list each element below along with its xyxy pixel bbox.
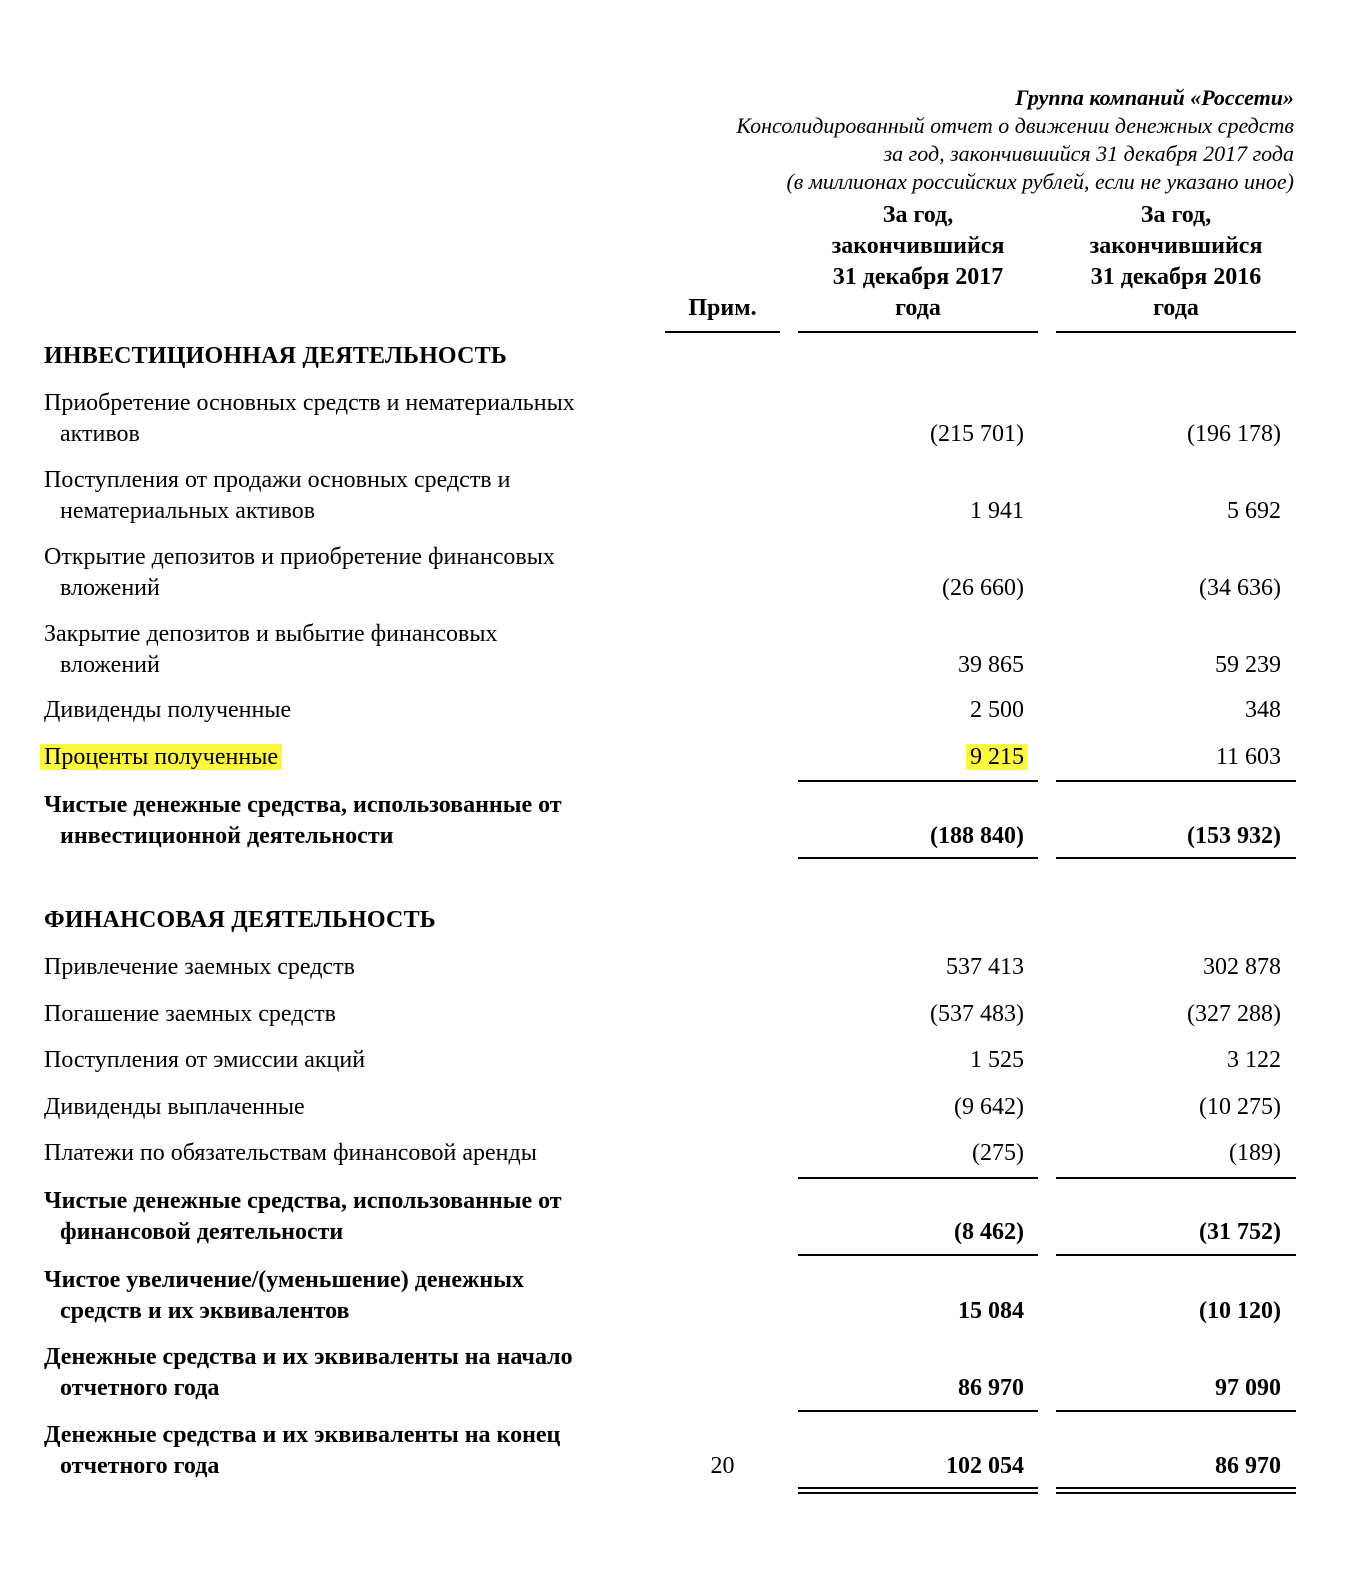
value-2017: 39 865 (958, 652, 1024, 678)
value-2017: 2 500 (970, 697, 1024, 723)
row-label: вложений (60, 652, 160, 678)
row-label: Чистые денежные средства, использованные от (44, 792, 562, 818)
value-2016: (34 636) (1199, 575, 1281, 601)
double-rule-2016-bottom (1056, 1492, 1296, 1494)
row-label: Погашение заемных средств (44, 1001, 336, 1027)
row-label: Поступления от эмиссии акций (44, 1047, 366, 1073)
header-rule-2016 (1056, 331, 1296, 333)
value-2017: 1 525 (970, 1047, 1024, 1073)
column-header-2016-line: За год, (1140, 202, 1212, 228)
row-label: Открытие депозитов и приобретение финансовых (44, 544, 555, 570)
double-rule-2017-bottom (798, 1492, 1038, 1494)
value-2016: 5 692 (1227, 498, 1281, 524)
column-header-2016-line: закончившийся (1089, 233, 1263, 259)
value-2016: (196 178) (1187, 421, 1281, 447)
section-title-investing: ИНВЕСТИЦИОННАЯ ДЕЯТЕЛЬНОСТЬ (44, 343, 507, 369)
row-label: Привлечение заемных средств (44, 954, 355, 980)
note-reference: 20 (710, 1453, 735, 1479)
subtotal-rule-2017 (798, 1177, 1038, 1179)
value-2016: 302 878 (1203, 954, 1281, 980)
value-2016: (327 288) (1187, 1001, 1281, 1027)
subtotal-rule-2016 (1056, 1177, 1296, 1179)
report-period: за год, закончившийся 31 декабря 2017 года (883, 141, 1294, 166)
value-2017: (9 642) (954, 1094, 1024, 1120)
double-rule-2016-top (1056, 1487, 1296, 1489)
row-label: Закрытие депозитов и выбытие финансовых (44, 621, 498, 647)
report-header (736, 84, 1294, 196)
column-header-2017 (798, 200, 1038, 332)
row-label: инвестиционной деятельности (60, 823, 394, 849)
row-label: нематериальных активов (60, 498, 316, 524)
double-rule-2017-top (798, 1487, 1038, 1489)
value-2016: 11 603 (1215, 744, 1281, 770)
row-label: отчетного года (60, 1453, 220, 1479)
row-label: отчетного года (60, 1375, 220, 1401)
value-2017: (26 660) (942, 575, 1024, 601)
value-2017-highlighted: 9 215 (966, 744, 1028, 770)
value-2017: 15 084 (958, 1298, 1024, 1324)
section-title-financing: ФИНАНСОВАЯ ДЕЯТЕЛЬНОСТЬ (44, 907, 436, 933)
company-name: Группа компаний «Россети» (1015, 85, 1294, 110)
value-2017: (537 483) (930, 1001, 1024, 1027)
column-header-2017-line: За год, (882, 202, 954, 228)
row-label: Платежи по обязательствам финансовой аренды (44, 1140, 537, 1166)
subtotal-rule-2017 (798, 1410, 1038, 1412)
total-rule-2017 (798, 1254, 1038, 1256)
value-2017: 1 941 (970, 498, 1024, 524)
value-2017: 537 413 (946, 954, 1024, 980)
header-rule-2017 (798, 331, 1038, 333)
value-2016: 59 239 (1215, 652, 1281, 678)
header-rule-note (665, 331, 780, 333)
value-2016: 97 090 (1215, 1375, 1281, 1401)
report-title: Консолидированный отчет о движении денежных средств (736, 113, 1294, 138)
value-2017: 102 054 (946, 1453, 1024, 1479)
row-label: Поступления от продажи основных средств и (44, 467, 511, 493)
value-2016: 348 (1245, 697, 1281, 723)
column-header-note-label: Прим. (688, 295, 757, 321)
column-header-2016 (1056, 200, 1296, 332)
column-header-2016-line: 31 декабря 2016 (1090, 264, 1262, 290)
value-2016: (189) (1229, 1140, 1281, 1166)
column-header-note (665, 200, 780, 332)
value-2016: (153 932) (1187, 823, 1281, 849)
value-2017: (188 840) (930, 823, 1024, 849)
row-label: Дивиденды выплаченные (44, 1094, 305, 1120)
value-2016: 3 122 (1227, 1047, 1281, 1073)
value-2017: (215 701) (930, 421, 1024, 447)
row-label: средств и их эквивалентов (60, 1298, 350, 1324)
row-label: финансовой деятельности (60, 1219, 344, 1245)
row-label: Приобретение основных средств и нематериальных (44, 390, 575, 416)
row-label: Чистое увеличение/(уменьшение) денежных (44, 1267, 524, 1293)
value-2016: 86 970 (1215, 1453, 1281, 1479)
subtotal-rule-2017 (798, 780, 1038, 782)
column-header-2017-line: года (895, 295, 941, 321)
row-label: активов (60, 421, 140, 447)
column-header-2016-line: года (1153, 295, 1199, 321)
value-2016: (10 275) (1199, 1094, 1281, 1120)
row-label: вложений (60, 575, 160, 601)
column-header-2017-line: 31 декабря 2017 (832, 264, 1004, 290)
value-2017: (275) (972, 1140, 1024, 1166)
total-rule-2017 (798, 857, 1038, 859)
report-units: (в миллионах российских рублей, если не указано иное) (786, 169, 1294, 194)
value-2017: (8 462) (954, 1219, 1024, 1245)
row-label: Денежные средства и их эквиваленты на конец (44, 1422, 561, 1448)
row-label: Чистые денежные средства, использованные от (44, 1188, 562, 1214)
subtotal-rule-2016 (1056, 1410, 1296, 1412)
total-rule-2016 (1056, 1254, 1296, 1256)
total-rule-2016 (1056, 857, 1296, 859)
value-2016: (31 752) (1199, 1219, 1281, 1245)
row-label-highlighted: Проценты полученные (40, 744, 282, 770)
value-2017: 86 970 (958, 1375, 1024, 1401)
column-header-2017-line: закончившийся (831, 233, 1005, 259)
subtotal-rule-2016 (1056, 780, 1296, 782)
value-2016: (10 120) (1199, 1298, 1281, 1324)
row-label: Денежные средства и их эквиваленты на начало (44, 1344, 573, 1370)
row-label: Дивиденды полученные (44, 697, 292, 723)
